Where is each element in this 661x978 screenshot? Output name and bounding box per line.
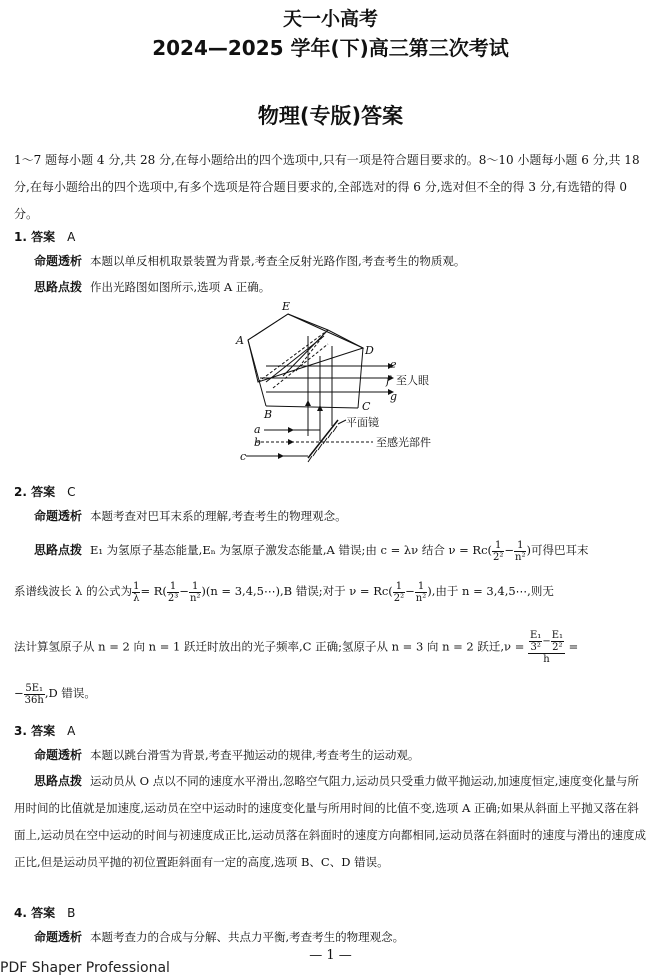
subject-title: 物理(专版)答案 xyxy=(257,104,404,128)
question-1-header xyxy=(14,228,75,245)
analysis-label: 命题透析 xyxy=(34,254,83,268)
label-to-eye: 至人眼 xyxy=(396,374,429,387)
fraction-5E1-over-36h: $\frac{\text{5E₁}}{36h}$ xyxy=(24,682,44,706)
prism-top-face xyxy=(248,314,363,382)
exam-brand: 天一小高考 xyxy=(282,8,378,30)
plane-mirror xyxy=(308,420,338,458)
idea-text-a: E₁ 为氢原子基态能量,Eₙ 为氢原子激发态能量,A 错误;由 c = λν 结合 ν = Rc( xyxy=(90,543,493,557)
question-3-header xyxy=(14,722,75,739)
question-2-label: 2. 答案 xyxy=(14,485,56,499)
label-B: B xyxy=(264,408,273,421)
arrow-b xyxy=(288,439,294,445)
question-2-answer: C xyxy=(67,485,76,499)
question-1-label: 1. 答案 xyxy=(14,230,56,244)
label-e: e xyxy=(390,358,397,371)
label-D: D xyxy=(365,344,374,357)
question-3-answer: A xyxy=(67,724,76,738)
question-4-analysis xyxy=(34,924,648,951)
question-4-answer: B xyxy=(67,906,76,920)
question-3-analysis xyxy=(34,742,648,769)
watermark: PDF Shaper Professional xyxy=(0,960,170,976)
question-2-idea-line-3: 法计算氢原子从 n = 2 向 n = 1 跃迁时放出的光子频率,C 正确;氢原子从 n = 3 向 n = 2 跃迁,ν = $\frac{\text{E₁}}{\text{3²}}$ − $\frac{\text{E₁}}{\text{2²}}$ h = xyxy=(14,630,579,665)
analysis-text: 本题以单反相机取景装置为背景,考查全反射光路作图,考查考生的物质观。 xyxy=(90,254,466,268)
fraction-1-over-nsq: $\frac{1}{\text{n²}}$ xyxy=(515,539,526,563)
arrow-up-1 xyxy=(305,400,311,406)
question-3-idea xyxy=(14,768,648,876)
question-2-idea-line-4: − $\frac{\text{5E₁}}{36h}$ ,D 错误。 xyxy=(14,682,96,706)
arrow-up-2 xyxy=(317,405,323,411)
label-f: f xyxy=(386,374,391,387)
analysis-text: 本题以跳台滑雪为背景,考查平抛运动的规律,考查考生的运动观。 xyxy=(90,748,420,762)
idea-text: 作出光路图如图所示,选项 A 正确。 xyxy=(90,280,271,294)
question-4-header xyxy=(14,904,75,921)
label-a: a xyxy=(254,423,261,436)
mirror-hatching xyxy=(308,426,337,462)
internal-ray-3 xyxy=(283,330,328,376)
label-to-sensor: 至感光部件 xyxy=(376,436,431,449)
analysis-text: 本题考查对巴耳末系的理解,考查考生的物理观念。 xyxy=(90,509,347,523)
question-2-header xyxy=(14,483,75,500)
page-number: — 1 — xyxy=(309,948,352,963)
fraction-1-over-2sq: $\frac{1}{\text{2²}}$ xyxy=(493,539,504,563)
label-mirror: 平面镜 xyxy=(346,416,379,429)
idea-label: 思路点拨 xyxy=(34,774,83,788)
question-3-label: 3. 答案 xyxy=(14,724,56,738)
label-E: E xyxy=(282,300,291,313)
analysis-label: 命题透析 xyxy=(34,509,83,523)
idea-label: 思路点拨 xyxy=(34,543,83,557)
edge-EA xyxy=(248,314,288,340)
analysis-label: 命题透析 xyxy=(34,930,83,944)
question-1-analysis xyxy=(34,248,648,275)
fraction-1-over-lambda: $\frac{1}{\lambda}$ xyxy=(133,580,140,604)
question-4-label: 4. 答案 xyxy=(14,906,56,920)
exam-title: 2024—2025 学年(下)高三第三次考试 xyxy=(152,36,509,60)
idea-text: 运动员从 O 点以不同的速度水平滑出,忽略空气阻力,运动员只受重力做平抛运动,加速度恒定,速度变化量与所用时间的比值就是加速度,运动员在空中运动时的速度变化量与所用时间的比值不变,选项 A 正确;如果从斜面上平抛又落在斜面上,运动员在空中运动的时间与初速度成正比,运动员落在斜面时的速度方向都相同,运动员落在斜面时的速度与滑出的速度成正比,但是运动员平抛的初位置距斜面有一定的高度,选项 B、C、D 错误。 xyxy=(14,774,646,869)
idea-label: 思路点拨 xyxy=(34,280,83,294)
question-1-answer: A xyxy=(67,230,76,244)
optical-path-diagram xyxy=(228,296,478,466)
label-b: b xyxy=(254,436,262,449)
label-A: A xyxy=(236,334,244,347)
edge-AB xyxy=(248,340,266,406)
mirror-leader xyxy=(338,420,346,424)
question-2-idea-line-1: 思路点拨 E₁ 为氢原子基态能量,Eₙ 为氢原子激发态能量,A 错误;由 c = λν 结合 ν = Rc( $\frac{1}{\text{2²}}$ − $\frac{1}{\text{n²}}$ )可得巴耳末 xyxy=(34,539,589,563)
analysis-text: 本题考查力的合成与分解、共点力平衡,考查考生的物理观念。 xyxy=(90,930,405,944)
label-C: C xyxy=(362,400,371,413)
question-2-analysis xyxy=(34,503,648,530)
edge-ED xyxy=(288,314,363,348)
internal-face-1 xyxy=(258,330,328,382)
idea-text-b: )可得巴耳末 xyxy=(526,543,589,557)
analysis-label: 命题透析 xyxy=(34,748,83,762)
label-g: g xyxy=(390,390,398,403)
scoring-instructions: 1～7 题每小题 4 分,共 28 分,在每小题给出的四个选项中,只有一项是符合题目要求的。8～10 小题每小题 6 分,共 18 分,在每小题给出的四个选项中,有多个选项是符合题目要求的,全部选对的得 6 分,选对但不全的得 3 分,有选错的得 0 分。 xyxy=(14,153,640,221)
fraction-energy-difference: $\frac{\text{E₁}}{\text{3²}}$ − $\frac{\text{E₁}}{\text{2²}}$ h xyxy=(530,630,564,665)
arrow-c xyxy=(278,453,284,459)
edge-BC xyxy=(266,406,358,408)
label-c: c xyxy=(240,450,247,463)
arrow-a xyxy=(288,427,294,433)
question-2-idea-line-2: 系谱线波长 λ 的公式为 $\frac{1}{\lambda}$ = R( $\frac{1}{\text{2³}}$ − $\frac{1}{\text{n²}}$ )(n = 3,4,5⋯),B 错误;对于 ν = Rc( $\frac{1}{\text{2²}}$ − $\frac{1}{\text{n²}}$ ),由于 n = 3,4,5⋯,则无 xyxy=(14,580,554,604)
